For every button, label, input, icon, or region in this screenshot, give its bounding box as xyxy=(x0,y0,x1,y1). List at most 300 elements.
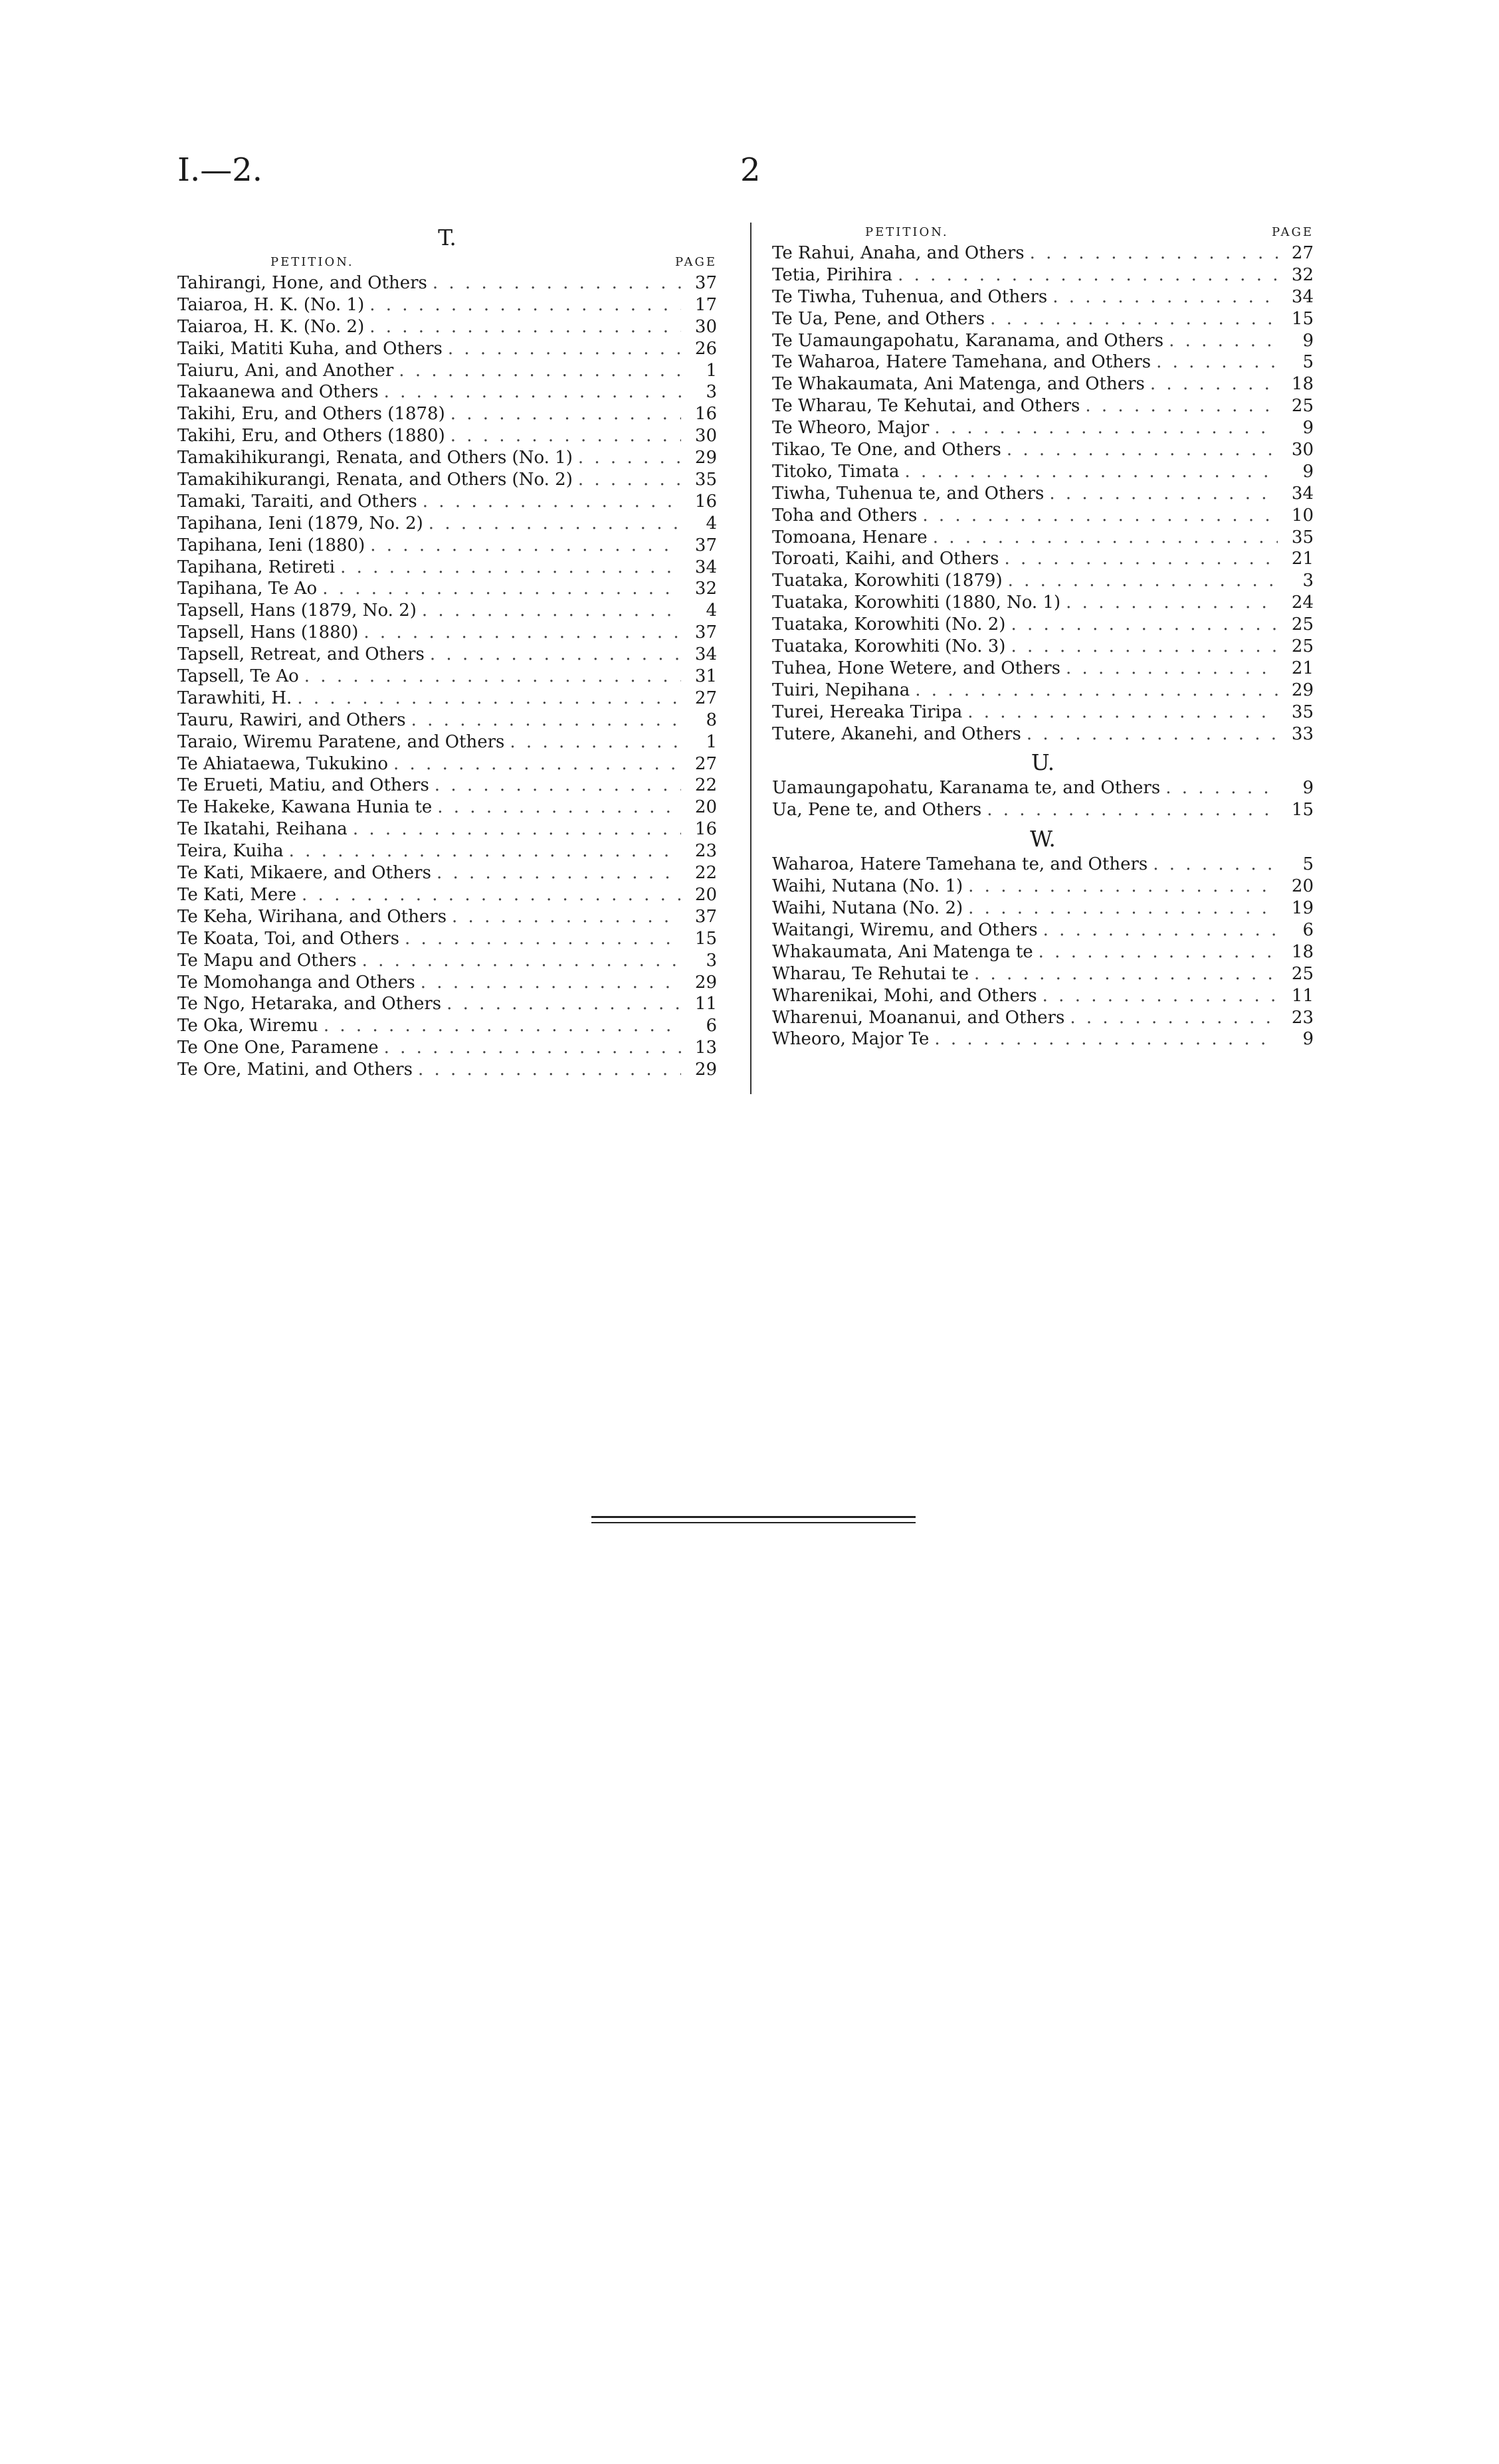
dot-leader xyxy=(427,272,681,294)
page-ref: 32 xyxy=(1291,264,1314,285)
dot-leader xyxy=(335,557,681,579)
index-entry xyxy=(177,513,717,535)
page-ref: 27 xyxy=(694,753,717,774)
dot-leader xyxy=(365,535,681,557)
page-ref: 29 xyxy=(694,448,717,468)
page-ref: 5 xyxy=(1302,854,1314,875)
dot-leader xyxy=(917,505,1278,527)
page-ref: 6 xyxy=(706,1016,717,1036)
index-entry xyxy=(177,381,717,403)
petitioner-name: Tutere, Akanehi, and Others xyxy=(772,723,1021,744)
petitioner-name: Te Mapu and Others xyxy=(177,950,357,971)
dot-leader xyxy=(1037,985,1278,1007)
document-reference: I.—2. xyxy=(177,151,263,189)
page-ref: 16 xyxy=(694,819,717,840)
page-ref: 20 xyxy=(1291,876,1314,897)
page-ref: 8 xyxy=(706,710,717,730)
page-ref: 22 xyxy=(694,775,717,796)
petitioner-name: Tapsell, Hans (1879, No. 2) xyxy=(177,601,417,621)
page-ref: 9 xyxy=(1302,778,1314,799)
page-ref: 25 xyxy=(1291,396,1314,417)
page-ref: 16 xyxy=(694,491,717,512)
dot-leader xyxy=(1005,636,1278,658)
petitioner-name: Waihi, Nutana (No. 2) xyxy=(772,898,963,919)
page-ref: 24 xyxy=(1291,593,1314,613)
column-divider xyxy=(750,223,751,1094)
petitioner-name: Tahirangi, Hone, and Others xyxy=(177,273,427,293)
index-entry xyxy=(772,963,1314,985)
dot-leader xyxy=(1021,723,1278,745)
index-entry xyxy=(772,777,1314,799)
page-ref: 20 xyxy=(694,797,717,818)
page-ref: 10 xyxy=(1291,505,1314,525)
petitioner-name: Te Tiwha, Tuhenua, and Others xyxy=(772,286,1048,307)
index-entry xyxy=(177,578,717,600)
petitioner-name: Te Wheoro, Major xyxy=(772,418,930,438)
dot-leader xyxy=(1047,286,1278,308)
petitioner-name: Tuhea, Hone Wetere, and Others xyxy=(772,658,1060,678)
index-entry xyxy=(177,906,717,928)
index-entry xyxy=(177,666,717,688)
dot-leader xyxy=(415,972,681,994)
page-ref: 19 xyxy=(1291,898,1314,919)
petitioner-name: Taraio, Wiremu Paratene, and Others xyxy=(177,731,505,752)
dot-leader xyxy=(357,950,681,972)
dot-leader xyxy=(1060,592,1278,614)
index-entry xyxy=(772,527,1314,549)
index-entry xyxy=(772,373,1314,395)
dot-leader xyxy=(425,644,681,666)
dot-leader xyxy=(1145,373,1278,395)
index-entry xyxy=(772,898,1314,919)
petitioner-name: Te Ahiataewa, Tukukino xyxy=(177,753,388,774)
page-number: 2 xyxy=(740,151,761,189)
petitioner-name: Wharenikai, Mohi, and Others xyxy=(772,985,1037,1006)
index-entry xyxy=(177,403,717,425)
page-ref: 9 xyxy=(1302,330,1314,351)
index-entry xyxy=(772,351,1314,373)
dot-leader xyxy=(417,491,681,513)
entry-list xyxy=(177,272,717,1081)
petitioner-name: Te Ngo, Hetaraka, and Others xyxy=(177,994,442,1014)
petitioner-name: Toha and Others xyxy=(772,505,918,525)
petitioner-name: Taiuru, Ani, and Another xyxy=(177,360,394,381)
index-entry xyxy=(177,644,717,666)
petitioner-name: Whakaumata, Ani Matenga te xyxy=(772,941,1033,962)
page-ref: 23 xyxy=(1291,1007,1314,1028)
dot-leader xyxy=(929,1028,1278,1050)
petitioner-name: Turei, Hereaka Tiripa xyxy=(772,702,963,722)
index-entry xyxy=(772,264,1314,286)
dot-leader xyxy=(429,775,681,797)
index-entry xyxy=(177,818,717,840)
petitioner-name: Wharenui, Moananui, and Others xyxy=(772,1007,1065,1028)
petitioner-name: Tapihana, Te Ao xyxy=(177,579,318,599)
page-ref: 21 xyxy=(1291,549,1314,569)
index-entry xyxy=(177,360,717,382)
page-ref: 4 xyxy=(706,513,717,533)
dot-leader xyxy=(406,710,681,731)
index-entry xyxy=(177,972,717,994)
index-entry xyxy=(177,447,717,469)
index-entry xyxy=(772,919,1314,941)
index-entry xyxy=(177,688,717,710)
dot-leader xyxy=(299,666,681,688)
page-ref: 1 xyxy=(706,360,717,381)
petitioner-name: Wheoro, Major Te xyxy=(772,1029,930,1050)
petitioner-name: Te Ore, Matini, and Others xyxy=(177,1060,413,1080)
index-entry xyxy=(177,491,717,513)
index-entry xyxy=(772,461,1314,483)
petitioner-name: Teira, Kuiha xyxy=(177,841,284,862)
index-entry xyxy=(772,985,1314,1007)
entry-list xyxy=(772,242,1314,745)
index-entry xyxy=(177,840,717,862)
end-rule xyxy=(591,1516,916,1518)
page-heading: PAGE xyxy=(1272,225,1314,239)
page-ref: 18 xyxy=(1291,374,1314,395)
index-entry xyxy=(177,622,717,644)
petitioner-name: Takaanewa and Others xyxy=(177,382,379,403)
index-entry xyxy=(772,723,1314,745)
page-ref: 4 xyxy=(706,601,717,621)
petitioner-name: Taiki, Matiti Kuha, and Others xyxy=(177,338,443,359)
page-ref: 29 xyxy=(1291,680,1314,700)
petitioner-name: Tapihana, Retireti xyxy=(177,557,336,577)
page-ref: 18 xyxy=(1291,941,1314,962)
dot-leader xyxy=(296,884,681,906)
index-entry xyxy=(772,395,1314,417)
page-heading: PAGE xyxy=(675,255,717,269)
page-ref: 9 xyxy=(1302,1029,1314,1050)
page-ref: 17 xyxy=(694,294,717,315)
dot-leader xyxy=(1025,242,1278,264)
page-ref: 34 xyxy=(694,644,717,665)
petitioner-name: Toroati, Kaihi, and Others xyxy=(772,549,999,569)
dot-leader xyxy=(1033,941,1278,963)
section-letter-w: W. xyxy=(1030,826,1056,852)
page-ref: 23 xyxy=(694,841,717,862)
index-entry xyxy=(772,636,1314,658)
page-ref: 15 xyxy=(694,928,717,949)
dot-leader xyxy=(445,425,681,447)
index-entry xyxy=(177,557,717,579)
dot-leader xyxy=(441,993,681,1015)
page-ref: 30 xyxy=(694,316,717,337)
page-ref: 31 xyxy=(694,666,717,687)
index-entry xyxy=(772,505,1314,527)
index-entry xyxy=(772,592,1314,614)
page-ref: 1 xyxy=(706,731,717,752)
page-ref: 30 xyxy=(694,426,717,446)
index-entry xyxy=(772,1028,1314,1050)
page-ref: 16 xyxy=(694,404,717,425)
petitioner-name: Tapsell, Te Ao xyxy=(177,666,299,687)
page-ref: 3 xyxy=(1302,571,1314,591)
dot-leader xyxy=(379,381,681,403)
petitioner-name: Tamakihikurangi, Renata, and Others (No. 1) xyxy=(177,448,573,468)
petitioner-name: Te Oka, Wiremu xyxy=(177,1016,318,1036)
index-entry xyxy=(772,702,1314,723)
page-ref: 34 xyxy=(1291,483,1314,504)
page-ref: 32 xyxy=(694,579,717,599)
dot-leader xyxy=(910,680,1278,702)
index-entry xyxy=(772,417,1314,439)
petitioner-name: Waihi, Nutana (No. 1) xyxy=(772,876,963,897)
page-ref: 37 xyxy=(694,535,717,555)
petitioner-name: Uamaungapohatu, Karanama te, and Others xyxy=(772,778,1161,799)
page-ref: 37 xyxy=(694,622,717,643)
dot-leader xyxy=(423,513,681,535)
index-entry xyxy=(177,950,717,972)
dot-leader xyxy=(443,338,681,360)
page-ref: 20 xyxy=(694,884,717,905)
dot-leader xyxy=(1080,395,1278,417)
dot-leader xyxy=(985,308,1278,330)
page-ref: 37 xyxy=(694,273,717,293)
dot-leader xyxy=(413,1059,681,1081)
petitioner-name: Tamakihikurangi, Renata, and Others (No. 2) xyxy=(177,470,573,490)
dot-leader xyxy=(1038,919,1278,941)
page-ref: 34 xyxy=(1291,286,1314,307)
index-entry xyxy=(772,941,1314,963)
index-entry xyxy=(177,535,717,557)
index-entry xyxy=(772,854,1314,876)
page-ref: 34 xyxy=(694,557,717,577)
petitioner-name: Tuiri, Nepihana xyxy=(772,680,910,700)
entry-list xyxy=(772,854,1314,1050)
dot-leader xyxy=(1160,777,1278,799)
page-ref: 35 xyxy=(1291,702,1314,722)
end-rule xyxy=(591,1522,916,1523)
entry-list xyxy=(772,777,1314,821)
petitioner-name: Takihi, Eru, and Others (1880) xyxy=(177,426,445,446)
dot-leader xyxy=(388,753,681,775)
petitioner-name: Te Rahui, Anaha, and Others xyxy=(772,243,1025,263)
dot-leader xyxy=(393,360,681,382)
page-ref: 29 xyxy=(694,1060,717,1080)
petitioner-name: Tuataka, Korowhiti (1880, No. 1) xyxy=(772,593,1061,613)
petitioner-name: Tetia, Pirihira xyxy=(772,264,893,285)
petitioner-name: Taiaroa, H. K. (No. 1) xyxy=(177,294,365,315)
dot-leader xyxy=(573,447,681,469)
petitioner-name: Te One One, Paramene xyxy=(177,1038,379,1058)
page-ref: 33 xyxy=(1291,723,1314,744)
petitioner-name: Te Keha, Wirihana, and Others xyxy=(177,906,447,927)
dot-leader xyxy=(999,548,1278,570)
page-ref: 11 xyxy=(694,994,717,1014)
page-ref: 3 xyxy=(706,950,717,971)
index-entry xyxy=(772,286,1314,308)
index-entry xyxy=(177,425,717,447)
petitioner-name: Tomoana, Henare xyxy=(772,527,928,547)
index-entry xyxy=(772,570,1314,592)
dot-leader xyxy=(431,862,681,884)
dot-leader xyxy=(317,578,681,600)
dot-leader xyxy=(1005,614,1278,636)
petitioner-name: Te Momohanga and Others xyxy=(177,972,415,993)
petitioner-name: Te Kati, Mere xyxy=(177,884,297,905)
dot-leader xyxy=(1148,854,1278,876)
index-entry xyxy=(177,469,717,491)
page-ref: 21 xyxy=(1291,658,1314,678)
index-entry xyxy=(772,876,1314,898)
dot-leader xyxy=(573,469,681,491)
dot-leader xyxy=(969,963,1278,985)
page-ref: 35 xyxy=(694,470,717,490)
dot-leader xyxy=(364,316,681,338)
index-entry xyxy=(772,1007,1314,1029)
dot-leader xyxy=(364,294,681,316)
section-letter-u: U. xyxy=(1031,749,1055,776)
index-entry xyxy=(177,731,717,753)
index-entry xyxy=(772,308,1314,330)
petitioner-name: Tarawhiti, H. xyxy=(177,688,292,708)
petitioner-name: Waharoa, Hatere Tamehana te, and Others xyxy=(772,854,1148,875)
dot-leader xyxy=(899,461,1278,483)
dot-leader xyxy=(929,417,1278,439)
index-entry xyxy=(772,483,1314,505)
dot-leader xyxy=(962,702,1278,723)
petitioner-name: Te Wharau, Te Kehutai, and Others xyxy=(772,396,1080,417)
dot-leader xyxy=(358,622,681,644)
index-entry xyxy=(177,1037,717,1059)
petition-heading: PETITION. xyxy=(270,255,354,269)
index-entry xyxy=(177,316,717,338)
dot-leader xyxy=(284,840,681,862)
petitioner-name: Te Waharoa, Hatere Tamehana, and Others xyxy=(772,352,1151,373)
page-ref: 9 xyxy=(1302,418,1314,438)
dot-leader xyxy=(447,906,681,928)
petitioner-name: Tuataka, Korowhiti (1879) xyxy=(772,571,1003,591)
index-entry xyxy=(772,680,1314,702)
petitioner-name: Te Hakeke, Kawana Hunia te xyxy=(177,797,433,818)
dot-leader xyxy=(445,403,681,425)
dot-leader xyxy=(379,1037,681,1059)
dot-leader xyxy=(318,1015,681,1037)
page-ref: 27 xyxy=(694,688,717,708)
page-ref: 15 xyxy=(1291,308,1314,329)
dot-leader xyxy=(1044,483,1278,505)
page-ref: 9 xyxy=(1302,461,1314,482)
page-ref: 15 xyxy=(1291,800,1314,820)
petitioner-name: Tamaki, Taraiti, and Others xyxy=(177,491,417,512)
dot-leader xyxy=(1001,439,1278,461)
page-ref: 6 xyxy=(1302,919,1314,940)
index-entry xyxy=(177,775,717,797)
petitioner-name: Te Koata, Toi, and Others xyxy=(177,928,399,949)
column-header xyxy=(772,223,1314,242)
page-ref: 29 xyxy=(694,972,717,993)
petitioner-name: Te Whakaumata, Ani Matenga, and Others xyxy=(772,374,1145,395)
dot-leader xyxy=(981,799,1278,821)
petitioner-name: Te Kati, Mikaere, and Others xyxy=(177,863,431,884)
petitioner-name: Taiaroa, H. K. (No. 2) xyxy=(177,316,365,337)
index-entry xyxy=(177,993,717,1015)
index-entry xyxy=(177,338,717,360)
petitioner-name: Tiwha, Tuhenua te, and Others xyxy=(772,483,1045,504)
page-ref: 25 xyxy=(1291,963,1314,984)
dot-leader xyxy=(348,818,681,840)
petitioner-name: Takihi, Eru, and Others (1878) xyxy=(177,404,445,425)
page-ref: 27 xyxy=(1291,243,1314,263)
index-entry xyxy=(177,710,717,731)
index-entry xyxy=(772,799,1314,821)
petitioner-name: Tapihana, Ieni (1879, No. 2) xyxy=(177,513,423,533)
dot-leader xyxy=(504,731,681,753)
index-entry xyxy=(177,753,717,775)
index-entry xyxy=(177,884,717,906)
petitioner-name: Tuataka, Korowhiti (No. 3) xyxy=(772,636,1006,657)
index-column-left xyxy=(177,223,717,1081)
dot-leader xyxy=(1064,1007,1278,1029)
page-ref: 26 xyxy=(694,338,717,359)
dot-leader xyxy=(1060,658,1278,680)
index-entry xyxy=(177,862,717,884)
petitioner-name: Te Ikatahi, Reihana xyxy=(177,819,348,840)
petitioner-name: Tauru, Rawiri, and Others xyxy=(177,710,406,730)
index-entry xyxy=(772,548,1314,570)
section-letter-t: T. xyxy=(438,225,456,250)
index-entry xyxy=(772,439,1314,461)
column-header xyxy=(177,252,717,272)
index-entry xyxy=(177,1059,717,1081)
index-entry xyxy=(177,1015,717,1037)
dot-leader xyxy=(928,527,1278,549)
petitioner-name: Ua, Pene te, and Others xyxy=(772,800,982,820)
dot-leader xyxy=(292,688,681,710)
page-ref: 5 xyxy=(1302,352,1314,373)
petitioner-name: Tapsell, Retreat, and Others xyxy=(177,644,425,665)
dot-leader xyxy=(963,876,1278,898)
dot-leader xyxy=(1163,330,1278,352)
index-entry xyxy=(177,928,717,950)
petitioner-name: Te Uamaungapohatu, Karanama, and Others xyxy=(772,330,1164,351)
petitioner-name: Tikao, Te One, and Others xyxy=(772,440,1001,460)
dot-leader xyxy=(1151,351,1278,373)
petitioner-name: Waitangi, Wiremu, and Others xyxy=(772,919,1038,940)
petitioner-name: Te Ua, Pene, and Others xyxy=(772,308,985,329)
dot-leader xyxy=(963,898,1278,919)
page-ref: 22 xyxy=(694,863,717,884)
page-ref: 11 xyxy=(1291,985,1314,1006)
index-entry xyxy=(177,600,717,622)
index-entry xyxy=(772,242,1314,264)
petitioner-name: Tapsell, Hans (1880) xyxy=(177,622,359,643)
index-column-right xyxy=(772,223,1314,1050)
page-ref: 3 xyxy=(706,382,717,403)
dot-leader xyxy=(432,797,681,818)
dot-leader xyxy=(417,600,681,622)
index-entry xyxy=(772,614,1314,636)
page-ref: 25 xyxy=(1291,615,1314,635)
petitioner-name: Tapihana, Ieni (1880) xyxy=(177,535,365,555)
index-entry xyxy=(177,797,717,818)
index-entry xyxy=(177,294,717,316)
dot-leader xyxy=(399,928,681,950)
petitioner-name: Wharau, Te Rehutai te xyxy=(772,963,969,984)
page-ref: 35 xyxy=(1291,527,1314,547)
page-ref: 25 xyxy=(1291,636,1314,657)
petitioner-name: Te Erueti, Matiu, and Others xyxy=(177,775,429,796)
index-entry xyxy=(772,330,1314,352)
petition-heading: PETITION. xyxy=(865,225,949,239)
page-ref: 13 xyxy=(694,1038,717,1058)
index-entry xyxy=(177,272,717,294)
petitioner-name: Titoko, Timata xyxy=(772,461,900,482)
dot-leader xyxy=(1003,570,1278,592)
dot-leader xyxy=(892,264,1278,286)
